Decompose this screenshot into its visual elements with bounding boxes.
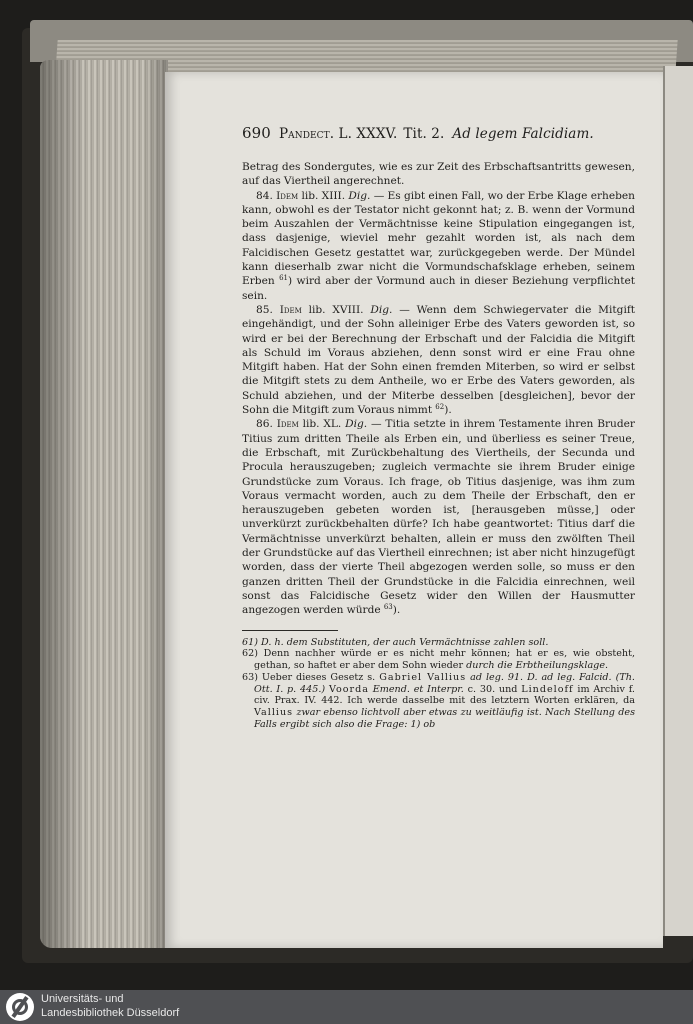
footnote-62: 62) Denn nachher würde er es nicht mehr können; hat er es, wie obsteht, gethan, so haftet er aber dem Sohn wieder durch die Erbtheilungsklage. (242, 648, 635, 672)
page-text (242, 124, 635, 731)
header-title-number: Tit. 2. (403, 126, 445, 142)
library-logo-icon[interactable] (6, 993, 34, 1021)
header-title: Pandect. L. XXXV. (278, 126, 398, 142)
library-name-line2: Landesbibliothek Düsseldorf (41, 1007, 180, 1019)
header-subject: Ad legem Falcidiam. (452, 126, 594, 142)
library-name-line1: Universitäts- und (41, 993, 124, 1005)
paragraph-85: 85. Idem lib. XVIII. Dig. — Wenn dem Schwiegervater die Mitgift eingehändigt, und der Sohn alleiniger Erbe des Vaters geworden ist, so wird er bei der Berechnung der Erbschaft und der Falcidia die Mitgift als Schuld im Voraus abziehen, denn sonst wird er eine Frau ohne Mitgift haben. Hat der Sohn einen fremden Miterben, so wird er selbst die Mitgift stets zu dem Antheile, wo er Erbe des Vaters geworden, als Schuld abziehen, und der Miterbe desselben [desgleichen], bevor der Sohn die Mitgift zum Voraus nimmt $^{62}$). (242, 303, 636, 417)
paragraph-86: 86. Idem lib. XL. Dig. — Titia setzte in ihrem Testamente ihren Bruder Titius zum dritten Theile als Erben ein, und überliess es seiner Treue, die Erbschaft, mit Zurückbehaltung des Viertheils, der Secunda und Procula herauszugeben; zugleich vermachte sie ihrem Bruder einige Grundstücke zum Voraus. Ich frage, ob Titius dasjenige, was ihm zum Voraus vermacht worden, auch zu dem Theile der Erbschaft, den er herauszugeben gebeten worden ist, [herausgeben müsse,] oder unverkürzt zurückbehalten dürfe? Ich habe geantwortet: Titius darf die Vermächtnisse unverkürzt behalten, allein er muss den zwölften Theil der Grundstücke auf das Viertheil einrechnen; ist aber nicht hinzugefügt worden, dass der vierte Theil abgezogen werden solle, so muss er den ganzen dritten Theil der Grundstücke in die Falcidia einrechnen, weil sonst das Falcidische Gesetz wider den Willen der Hausmutter angezogen werden würde $^{63}$). (242, 418, 635, 617)
paragraph-84: 84. Idem lib. XIII. Dig. — Es gibt einen Fall, wo der Erbe Klage erheben kann, obwohl es der Testator nicht gekonnt hat; z. B. wenn der Vormund beim Auszahlen der Vermächtnisse keine Stipulation eingegangen ist, dass dasjenige, wieviel mehr gezahlt worden ist, als nach dem Falcidischen Gesetz gestattet war, zurückgegeben werde. Der Mündel kann dieserhalb zwar nicht die Vormundschafsklage erheben, seinem Erben $^{61}$) wird aber der Vormund auch in dieser Beziehung verpflichtet sein. (242, 189, 636, 302)
facing-page-edge (663, 66, 693, 936)
page-number: 690 (242, 124, 271, 142)
footnote-divider (242, 630, 338, 631)
footnote-ref-63[interactable]: 63 (383, 603, 393, 612)
page-edges-shadow (40, 60, 168, 948)
footnote-ref-62[interactable]: 62 (435, 403, 445, 412)
footnote-63: 63) Ueber dieses Gesetz s. Gabriel Vallius ad leg. 91. D. ad leg. Falcid. (Th. Ott. I. p. 445.) Voorda Emend. et Interpr. c. 30. und Lindeloff im Archiv f. civ. Prax. IV. 442. Ich werde dasselbe mit des letztern Worten erklären, da Vallius zwar ebenso lichtvoll aber etwas zu weitläufig ist. Nach Stellung des Falls ergibt sich also die Frage: 1) ob (242, 671, 635, 731)
running-header (242, 124, 635, 144)
library-footer (0, 990, 693, 1024)
main-text (242, 160, 635, 618)
footnote-61: 61) D. h. dem Substituten, der auch Vermächtnisse zahlen soll. (242, 636, 549, 648)
footnotes (242, 637, 635, 731)
footnote-ref-61[interactable]: 61 (279, 274, 288, 283)
paragraph-continued: Betrag des Sondergutes, wie es zur Zeit des Erbschaftsantritts gewesen, auf das Viertheil angerechnet. (242, 161, 635, 188)
